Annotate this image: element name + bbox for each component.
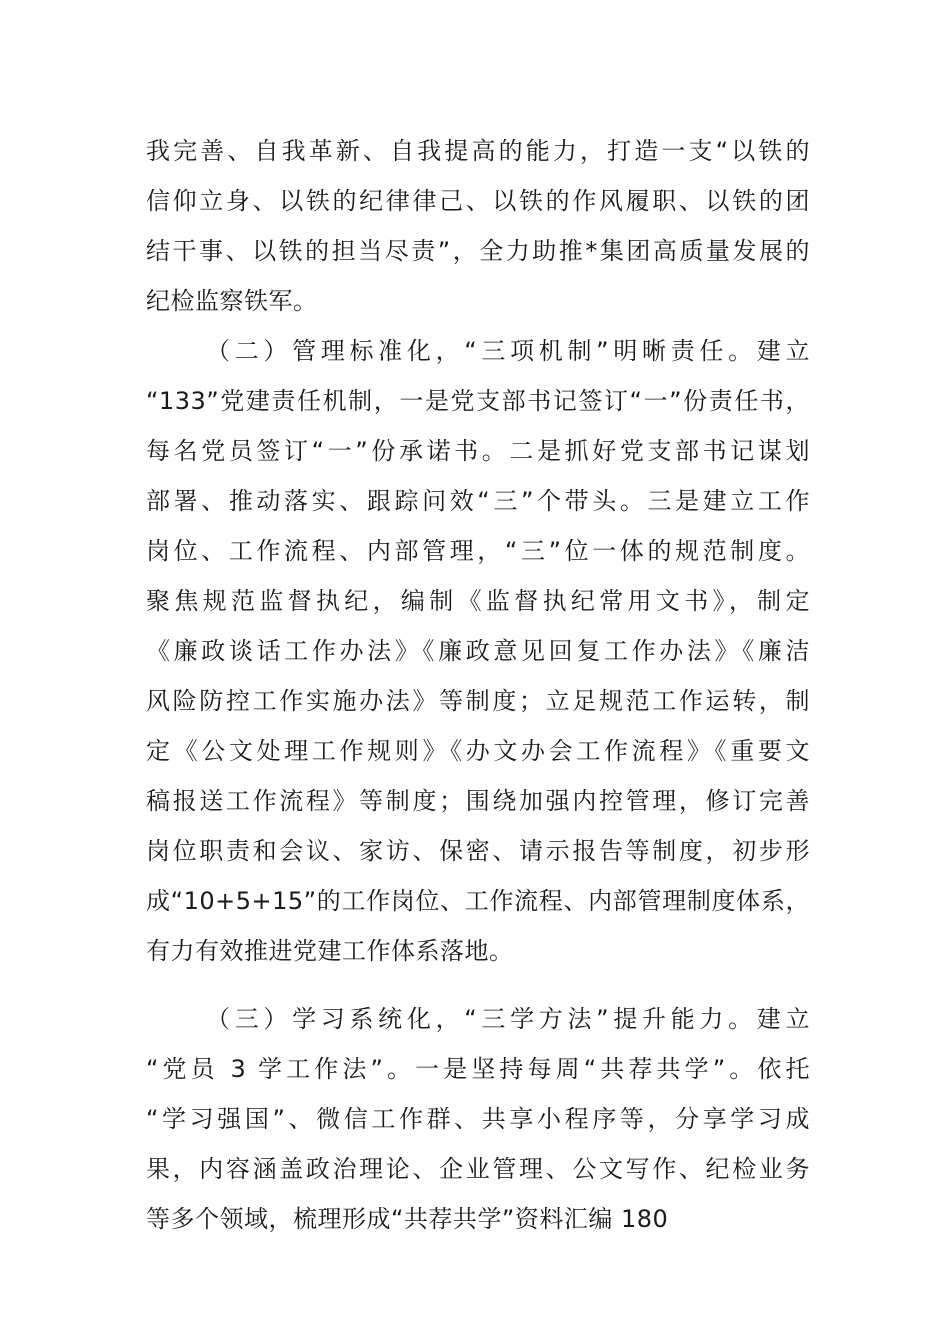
- p2-line-4: 部署、推动落实、跟踪问效“三”个带头。三是建立工作: [146, 487, 810, 515]
- p2-line-9: 定《公文处理工作规则》《办文办会工作流程》《重要文: [146, 737, 810, 765]
- p2-line-10: 稿报送工作流程》等制度；围绕加强内控管理，修订完善: [146, 787, 810, 815]
- p1-line-4: 纪检监察铁军。: [146, 287, 318, 315]
- p2-line-2: “133”党建责任机制，一是党支部书记签订“一”份责任书，: [146, 387, 810, 415]
- p2-line-8: 风险防控工作实施办法》等制度；立足规范工作运转，制: [146, 687, 810, 715]
- p3-line-4: 果，内容涵盖政治理论、企业管理、公文写作、纪检业务: [146, 1155, 810, 1183]
- p2-line-13: 有力有效推进党建工作体系落地。: [146, 937, 514, 965]
- p1-line-2: 信仰立身、以铁的纪律律己、以铁的作风履职、以铁的团: [146, 187, 810, 215]
- p2-line-6: 聚焦规范监督执纪，编制《监督执纪常用文书》，制定: [146, 587, 810, 615]
- p2-line-3: 每名党员签订“一”份承诺书。二是抓好党支部书记谋划: [146, 437, 810, 465]
- p3-line-5: 等多个领域，梳理形成“共荐共学”资料汇编 180: [146, 1205, 669, 1233]
- p2-line-5: 岗位、工作流程、内部管理，“三”位一体的规范制度。: [146, 537, 810, 565]
- p2-line-12: 成“10+5+15”的工作岗位、工作流程、内部管理制度体系，: [146, 887, 810, 915]
- p3-line-2: “党员 3 学工作法”。一是坚持每周“共荐共学”。依托: [146, 1055, 810, 1083]
- p3-line-1: （三）学习系统化，“三学方法”提升能力。建立: [206, 1005, 810, 1033]
- p1-line-1: 我完善、自我革新、自我提高的能力，打造一支“以铁的: [146, 137, 810, 165]
- p2-line-11: 岗位职责和会议、家访、保密、请示报告等制度，初步形: [146, 837, 810, 865]
- p1-line-3: 结干事、以铁的担当尽责”，全力助推*集团高质量发展的: [146, 237, 810, 265]
- p2-line-7: 《廉政谈话工作办法》《廉政意见回复工作办法》《廉洁: [146, 637, 810, 665]
- p3-line-3: “学习强国”、微信工作群、共享小程序等，分享学习成: [146, 1105, 810, 1133]
- p2-line-1: （二）管理标准化，“三项机制”明晰责任。建立: [206, 337, 810, 365]
